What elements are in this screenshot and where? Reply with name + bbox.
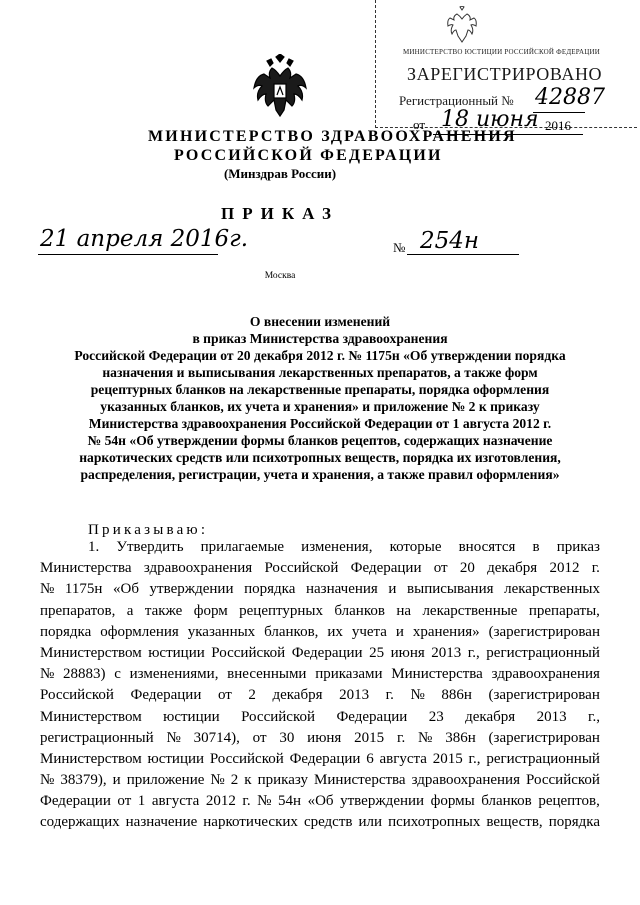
body-word: 30714), (193, 729, 240, 746)
body-word: бланков (334, 602, 385, 619)
body-word: Федерации (289, 750, 361, 767)
body-line (40, 749, 600, 770)
stamp-border (375, 0, 376, 128)
body-word: 2 (230, 772, 239, 789)
body-word: (зарегистрирован (488, 623, 600, 640)
body-line (40, 601, 600, 622)
body-word: от (217, 687, 232, 704)
body-word: 2 (248, 687, 256, 704)
body-word: г. (242, 793, 251, 810)
body-word: указанных (187, 623, 256, 640)
body-word: 2012 (549, 560, 580, 577)
body-word: рецептурных (239, 602, 323, 619)
body-word: веществ, (486, 814, 543, 831)
body-word: внесенными (227, 666, 307, 683)
title-line: Министерства здравоохранения Российской Федерации от 1 августа 2012 г. (88, 416, 552, 431)
body-word: 2013 (339, 687, 370, 704)
body-word: 38379), (60, 772, 107, 789)
body-line (40, 707, 600, 728)
body-word: рецептов, (538, 793, 600, 810)
body-line (40, 791, 600, 812)
body-word: «Об (307, 793, 334, 810)
body-word: г. (385, 687, 394, 704)
body-word: 20 (459, 560, 475, 577)
title-line: № 54н «Об утверждении формы бланков рецептов, содержащих назначение (87, 433, 553, 448)
body-word: изменениями, (129, 666, 219, 683)
body-word: декабря (272, 687, 323, 704)
body-word: г., (467, 644, 480, 661)
title-line: в приказ Министерства здравоохранения (192, 331, 448, 346)
body-word: приказу (257, 772, 309, 789)
body-line (40, 622, 600, 643)
body-word: а (126, 602, 134, 619)
body-word: № (40, 772, 55, 789)
body-word: здравоохранения (143, 560, 253, 577)
body-word: 2012 (205, 793, 236, 810)
body-word: здравоохранения (491, 666, 600, 683)
body-word: декабря (465, 708, 516, 725)
body-word: порядка (548, 814, 600, 831)
body-word: с (114, 666, 121, 683)
body-word: регистрационный (40, 729, 154, 746)
body-word: 1 (137, 793, 146, 810)
title-line: указанных бланков, их учета и хранения» и приложение № 2 к приказу (100, 399, 540, 414)
order-title: ПРИКАЗ (221, 204, 339, 223)
body-word: приложение (126, 772, 205, 789)
body-word: Министерства (391, 666, 483, 683)
body-word: Российской (209, 750, 284, 767)
body-word: 28883) (63, 666, 106, 683)
body-word: 6 (366, 750, 374, 767)
date-underline (38, 254, 218, 255)
body-word: от (252, 729, 267, 746)
order-number-label: № (393, 240, 406, 255)
body-word: «Об (112, 581, 139, 598)
order-subject-title (40, 313, 600, 483)
body-word: от (433, 560, 448, 577)
stamp-registered-label: ЗАРЕГИСТРИРОВАНО (407, 64, 603, 84)
body-word: Российской (526, 772, 600, 789)
body-word: № (40, 666, 55, 683)
body-word: № (210, 772, 225, 789)
body-word: порядка (244, 581, 296, 598)
body-line (40, 558, 600, 579)
stamp-date-year: 2016 (545, 118, 571, 133)
body-word: 54н (278, 793, 302, 810)
body-word: утверждении (340, 793, 425, 810)
stamp-coat-of-arms-icon (447, 6, 477, 44)
body-word: 1175н (64, 581, 103, 598)
body-word: юстиции (148, 644, 205, 661)
body-word: 2015 (354, 729, 385, 746)
body-word: г., (468, 750, 481, 767)
body-word: лекарственные (422, 602, 518, 619)
body-word: Российской (241, 708, 316, 725)
body-word: порядка (40, 623, 92, 640)
body-word: 2013 (431, 644, 462, 661)
body-word: № (40, 581, 55, 598)
body-word: изменения, (301, 539, 373, 555)
body-word: июня (390, 644, 425, 661)
ministry-short-name: (Минздрав России) (223, 166, 337, 181)
ministry-name-line1: МИНИСТЕРСТВО ЗДРАВООХРАНЕНИЯ (148, 128, 517, 145)
body-word: декабря (487, 560, 538, 577)
body-word: средств (303, 814, 353, 831)
stamp-ministry-name: МИНИСТЕРСТВО ЮСТИЦИИ РОССИЙСКОЙ ФЕДЕРАЦИИ (403, 48, 600, 56)
body-word: бланков (481, 793, 532, 810)
body-word: приказами (315, 666, 383, 683)
body-word: в (532, 539, 540, 555)
body-word: препараты, (528, 602, 600, 619)
body-word: оформления (100, 623, 179, 640)
title-line: наркотических средств или психотропных веществ, порядка их изготовления, (79, 450, 561, 465)
body-word: г. (397, 729, 406, 746)
body-word: Министерства (40, 560, 132, 577)
decree-word: Приказываю: (88, 522, 209, 538)
body-word: к (244, 772, 252, 789)
body-line (40, 728, 600, 749)
order-date: 21 апреля 2016г. (40, 226, 249, 252)
stamp-underline (533, 112, 585, 113)
order-number: 254н (420, 228, 480, 254)
body-word: и (112, 772, 121, 789)
body-word: лекарственных (504, 581, 600, 598)
body-word: регистрационный (486, 750, 600, 767)
body-word: психотропных (388, 814, 481, 831)
body-word: 2013 (536, 708, 567, 725)
title-line: О внесении изменений (249, 314, 391, 329)
body-word: (зарегистрирован (488, 729, 600, 746)
body-line (40, 579, 600, 600)
body-word: 886н (441, 687, 472, 704)
body-word: хранения» (412, 623, 480, 640)
title-line: Российской Федерации от 20 декабря 2012 г. № 1175н «Об утверждении порядка (74, 348, 566, 363)
body-word: 386н (445, 729, 476, 746)
body-word: или (358, 814, 383, 831)
body-word: Утвердить (116, 539, 184, 555)
body-word: утверждении (149, 581, 234, 598)
title-line: назначения и выписывания лекарственных препаратов, а также форм (102, 365, 538, 380)
body-word: Российской (40, 687, 114, 704)
body-word: Федерации (130, 687, 202, 704)
body-word: Российской (264, 560, 339, 577)
body-word: Министерством (40, 708, 142, 725)
body-word: Федерации (291, 644, 363, 661)
body-word: от (117, 793, 132, 810)
stamp-date-label: от (413, 117, 426, 132)
body-word: содержащих (40, 814, 120, 831)
body-word: г., (588, 708, 600, 725)
body-word: Федерации (336, 708, 408, 725)
coat-of-arms-icon (252, 54, 308, 120)
body-word: прилагаемые (200, 539, 285, 555)
body-word: и (395, 623, 404, 640)
stamp-regnum-label: Регистрационный № (399, 93, 514, 108)
body-word: препаратов, (40, 602, 116, 619)
body-line (40, 770, 600, 791)
body-word: здравоохранения (411, 772, 520, 789)
body-word: наркотических (203, 814, 298, 831)
body-word: назначение (125, 814, 198, 831)
body-word: форм (193, 602, 228, 619)
body-word: № (257, 793, 272, 810)
body-word: Российской (211, 644, 286, 661)
body-word: юстиции (147, 750, 205, 767)
body-word: юстиции (163, 708, 220, 725)
city: Москва (264, 271, 296, 281)
body-word: приказ (556, 539, 600, 555)
body-line (40, 685, 600, 706)
body-word: Министерством (40, 750, 142, 767)
body-word: формы (430, 793, 475, 810)
body-word: № (410, 687, 425, 704)
body-word: Федерации (350, 560, 422, 577)
body-word: 30 (279, 729, 295, 746)
title-line: рецептурных бланков на лекарственные препараты, порядка оформления (90, 382, 550, 397)
body-word: назначения (305, 581, 378, 598)
body-word: регистрационный (486, 644, 600, 661)
body-word: № (166, 729, 181, 746)
registration-stamp (375, 0, 640, 140)
body-word: 2015 (432, 750, 463, 767)
body-word: № (418, 729, 433, 746)
body-word: Министерства (314, 772, 406, 789)
body-line (40, 812, 600, 833)
body-word: августа (151, 793, 200, 810)
body-word: Федерации (40, 793, 111, 810)
title-line: распределения, регистрации, учета и хранения, а также правил оформления» (80, 467, 560, 482)
stamp-date-value: 18 июня (441, 107, 539, 132)
body-word: бланков, (264, 623, 319, 640)
body-word: августа (379, 750, 427, 767)
body-line (40, 537, 600, 558)
body-word: на (396, 602, 412, 619)
body-word: г. (591, 560, 600, 577)
body-word: июня (307, 729, 342, 746)
body-line (40, 664, 600, 685)
order-body (40, 537, 600, 834)
body-word: их (327, 623, 343, 640)
body-word: 23 (428, 708, 444, 725)
stamp-regnum-value: 42887 (535, 85, 605, 110)
body-word: (зарегистрирован (488, 687, 600, 704)
body-word: учета (351, 623, 387, 640)
body-word: выписывания (407, 581, 494, 598)
body-word: также (144, 602, 183, 619)
body-word: вносятся (458, 539, 516, 555)
body-word: и (388, 581, 397, 598)
number-underline (407, 254, 519, 255)
ministry-name-line2: РОССИЙСКОЙ ФЕДЕРАЦИИ (174, 147, 443, 164)
body-word: 25 (369, 644, 385, 661)
body-word: 1. (88, 539, 100, 555)
body-line (40, 643, 600, 664)
body-word: Министерством (40, 644, 142, 661)
body-word: которые (389, 539, 442, 555)
